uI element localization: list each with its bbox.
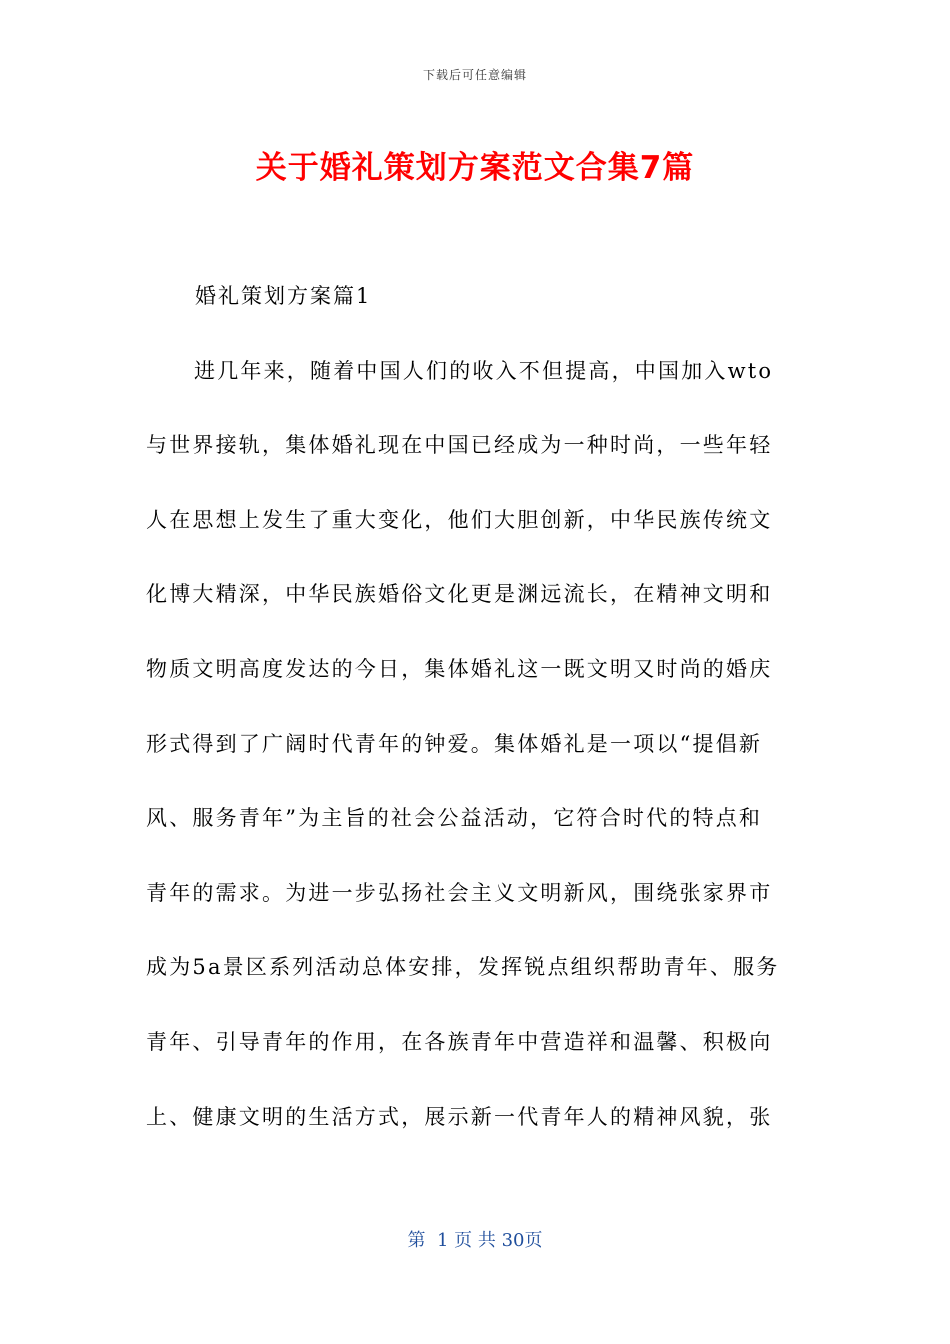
body-line: 与世界接轨，集体婚礼现在中国已经成为一种时尚，一些年轻 xyxy=(146,433,773,457)
section-heading: 婚礼策划方案篇1 xyxy=(195,284,372,308)
body-line: 人在思想上发生了重大变化，他们大胆创新，中华民族传统文 xyxy=(146,508,773,532)
body-line: 化博大精深，中华民族婚俗文化更是渊远流长，在精神文明和 xyxy=(146,582,773,606)
body-line: 风、服务青年”为主旨的社会公益活动，它符合时代的特点和 xyxy=(146,806,763,830)
body-line: 上、健康文明的生活方式，展示新一代青年人的精神风貌，张 xyxy=(146,1105,773,1129)
header-note: 下载后可任意编辑 xyxy=(422,68,527,82)
body-line: 形式得到了广阔时代青年的钟爱。集体婚礼是一项以“提倡新 xyxy=(146,732,763,756)
page-footer: 第 1 页 共 30页 xyxy=(407,1230,543,1251)
document-title: 关于婚礼策划方案范文合集7篇 xyxy=(255,150,695,186)
body-line: 青年、引导青年的作用，在各族青年中营造祥和温馨、积极向 xyxy=(146,1030,773,1054)
body-line: 成为5a景区系列活动总体安排，发挥锐点组织帮助青年、服务 xyxy=(146,955,780,979)
body-line: 进几年来，随着中国人们的收入不但提高，中国加入wto xyxy=(194,359,774,383)
body-line: 青年的需求。为进一步弘扬社会主义文明新风，围绕张家界市 xyxy=(146,881,773,905)
body-line: 物质文明高度发达的今日，集体婚礼这一既文明又时尚的婚庆 xyxy=(146,657,773,681)
